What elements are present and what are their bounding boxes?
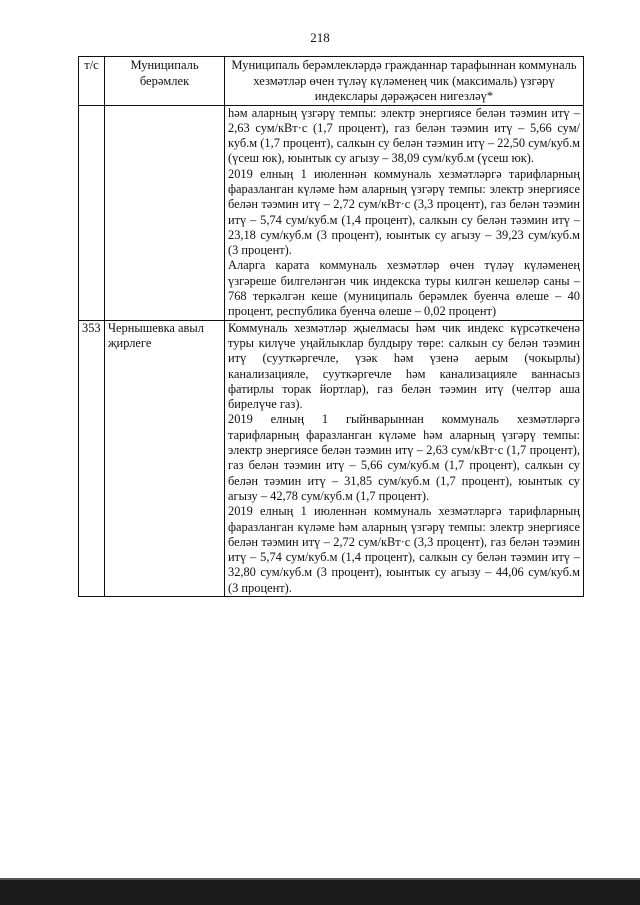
row-municipality: Чернышевка авыл җирлеге	[105, 320, 225, 596]
page-number: 218	[310, 30, 330, 45]
table-header-row	[79, 57, 584, 106]
table-row	[79, 320, 584, 596]
header-municipality: Муниципаль берәмлек	[105, 57, 225, 106]
header-number: т/с	[79, 57, 105, 106]
paragraph: 2019 елның 1 июленнән коммуналь хезмәтләргә тарифларның фаразланган күләме һәм аларның үзгәрү темпы: электр энергиясе белән тәэмин итү – 2,72 сум/кВт·с (3,3 процент), газ белән тәэмин итү – 5,74 сум/куб.м (1,4 процент), салкын су белән тәэмин итү – 23,18 сум/куб.м (3 процент), юынтык су агызу – 39,23 сум/куб.м (3 процент).	[228, 166, 580, 258]
row-municipality	[105, 105, 225, 320]
row-description	[225, 320, 584, 596]
paragraph: 2019 елның 1 июленнән коммуналь хезмәтләргә тарифларның фаразланган күләме һәм аларның үзгәрү темпы: электр энергиясе белән тәэмин итү – 2,72 сум/кВт·с (3,3 процент), газ белән тәэмин итү – 5,74 сум/куб.м (1,4 процент), салкын су белән тәэмин итү – 32,80 сум/куб.м (3 процент), юынтык су агызу – 44,06 сум/куб.м (3 процент).	[228, 504, 580, 595]
row-number	[79, 105, 105, 320]
scan-border	[0, 880, 640, 905]
paragraph: Аларга карата коммуналь хезмәтләр өчен түләү күләменең үзгәреше билгеләнгән чик индекска туры килгән кешеләр саны – 768 теркәлгән кеше (муниципаль берәмлек буенча өлеше – 40 процент, республика буенча өлеше – 0,02 процент)	[228, 258, 580, 319]
paragraph: 2019 елның 1 гыйнварыннан коммуналь хезмәтләргә тарифларның фаразланган күләме һәм аларның үзгәрү темпы: электр энергиясе белән тәэмин итү – 2,63 сум/кВт·с (1,7 процент), газ белән тәэмин итү – 5,66 сум/куб.м (1,7 процент), салкын су белән тәэмин итү – 31,85 сум/куб.м (1,7 процент), юынтык су агызу – 42,78 сум/куб.м (1,7 процент).	[228, 412, 580, 503]
row-number: 353	[79, 320, 105, 596]
table-row	[79, 105, 584, 320]
paragraph: һәм аларның үзгәрү темпы: электр энергиясе белән тәэмин итү – 2,63 сум/кВт·с (1,7 процент), газ белән тәэмин итү – 5,66 сум/куб.м (1,7 процент), салкын су белән тәэмин итү – 22,50 сум/куб.м (үсеш юк), юынтык су агызу – 38,09 сум/куб.м (үсеш юк).	[228, 105, 580, 166]
tariff-table	[78, 56, 584, 597]
header-description: Муниципаль берәмлекләрдә гражданнар тарафыннан коммуналь хезмәтләр өчен түләү күләменең чик (максималь) үзгәрү индекслары дәрәҗәсен нигезләү*	[225, 57, 584, 106]
paragraph: Коммуналь хезмәтләр җыелмасы һәм чик индекс күрсәткеченә туры килүче уңайлыклар булдыру төре: салкын су белән тәэмин итү (сууткәргечле, үзәк һәм үзенә аерым (чокырлы) канализацияле, сууткәргечле һәм канализацияле ваннасыз фатирлы торак йортлар), газ белән тәэмин итү (челтәр аша бирелүче газ).	[228, 320, 580, 412]
row-description	[225, 105, 584, 320]
